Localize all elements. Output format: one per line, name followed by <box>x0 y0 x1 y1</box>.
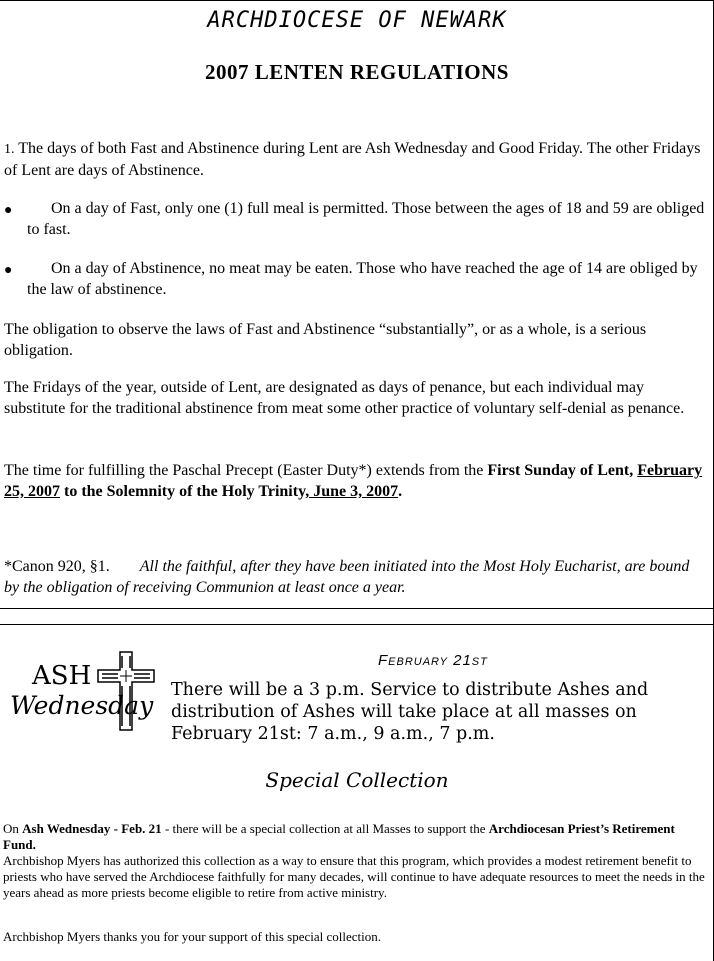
paragraph-1 <box>4 138 706 181</box>
first-sunday-label: First Sunday of Lent, <box>487 462 638 479</box>
section-divider-top <box>0 608 714 609</box>
ash-date-heading: February 21st <box>378 652 488 669</box>
collection-paragraph-1 <box>3 821 709 853</box>
bullet-marker-2: ● <box>4 263 13 278</box>
collection-text-c: - there will be a special collection at all Masses to support the <box>161 821 489 836</box>
logo-ash-text: ASH <box>32 661 92 691</box>
end-date: , June 3, 2007 <box>305 483 399 500</box>
top-border <box>0 0 714 1</box>
retirement-fund-name: Archdiocesan Priest’s Retirement Fund. <box>3 821 675 852</box>
bullet-2-text: On a day of Abstinence, no meat may be eaten. Those who have reached the age of 14 are obliged by the law of abstinence. <box>27 260 698 298</box>
canon-footnote <box>4 556 706 598</box>
section-divider-bottom <box>0 624 714 625</box>
bullet-1 <box>27 198 707 240</box>
ash-wednesday-logo <box>8 648 164 738</box>
collection-date: Ash Wednesday - Feb. 21 <box>22 821 162 836</box>
start-date: February 25, 2007 <box>4 462 703 500</box>
paragraph-1-number: 1. <box>4 142 15 157</box>
canon-reference: *Canon 920, §1. <box>4 558 110 575</box>
bullet-1-text: On a day of Fast, only one (1) full meal is permitted. Those between the ages of 18 and 59 are obliged to fast. <box>27 200 705 238</box>
special-collection-heading: Special Collection <box>265 768 449 792</box>
collection-paragraph-2: Archbishop Myers has authorized this collection as a way to ensure that this program, which provides a modest retirement benefit to priests who have served the Archdiocese faithfully for many decades, will continue to have adequate resources to meet the needs in the years ahead as more priests become eligible to retire from active ministry. <box>3 853 705 900</box>
collection-text-a: On <box>3 821 23 836</box>
logo-wednesday-text: Wednesday <box>10 691 154 720</box>
paragraph-2: The obligation to observe the laws of Fast and Abstinence “substantially”, or as a whole, is a serious obligation. <box>4 321 647 359</box>
paragraph-3: The Fridays of the year, outside of Lent, are designated as days of penance, but each individual may substitute for the traditional abstinence from meat some other practice of voluntary self-denial as penance. <box>4 379 685 417</box>
page-subtitle: 2007 LENTEN REGULATIONS <box>204 60 509 84</box>
page-title: ARCHDIOCESE OF NEWARK <box>207 8 507 33</box>
paragraph-1-text: The days of both Fast and Abstinence during Lent are Ash Wednesday and Good Friday. The other Fridays of Lent are days of Abstinence. <box>4 140 701 179</box>
paschal-precept-text: The time for fulfilling the Paschal Precept (Easter Duty*) extends from the <box>4 462 488 479</box>
bullet-marker-1: ● <box>4 203 13 218</box>
period: . <box>398 483 403 500</box>
paragraph-4 <box>4 460 706 502</box>
bullet-2 <box>27 258 707 300</box>
holy-trinity-label: to the Solemnity of the Holy Trinity <box>60 483 306 500</box>
ash-service-text: There will be a 3 p.m. Service to distribute Ashes and distribution of Ashes will take place at all masses on February 21st: 7 a.m., 9 a.m., 7 p.m. <box>171 680 649 744</box>
canon-text: All the faithful, after they have been initiated into the Most Holy Eucharist, are bound by the obligation of receiving Communion at least once a year. <box>4 558 690 596</box>
collection-paragraph-3: Archbishop Myers thanks you for your support of this special collection. <box>3 929 382 944</box>
